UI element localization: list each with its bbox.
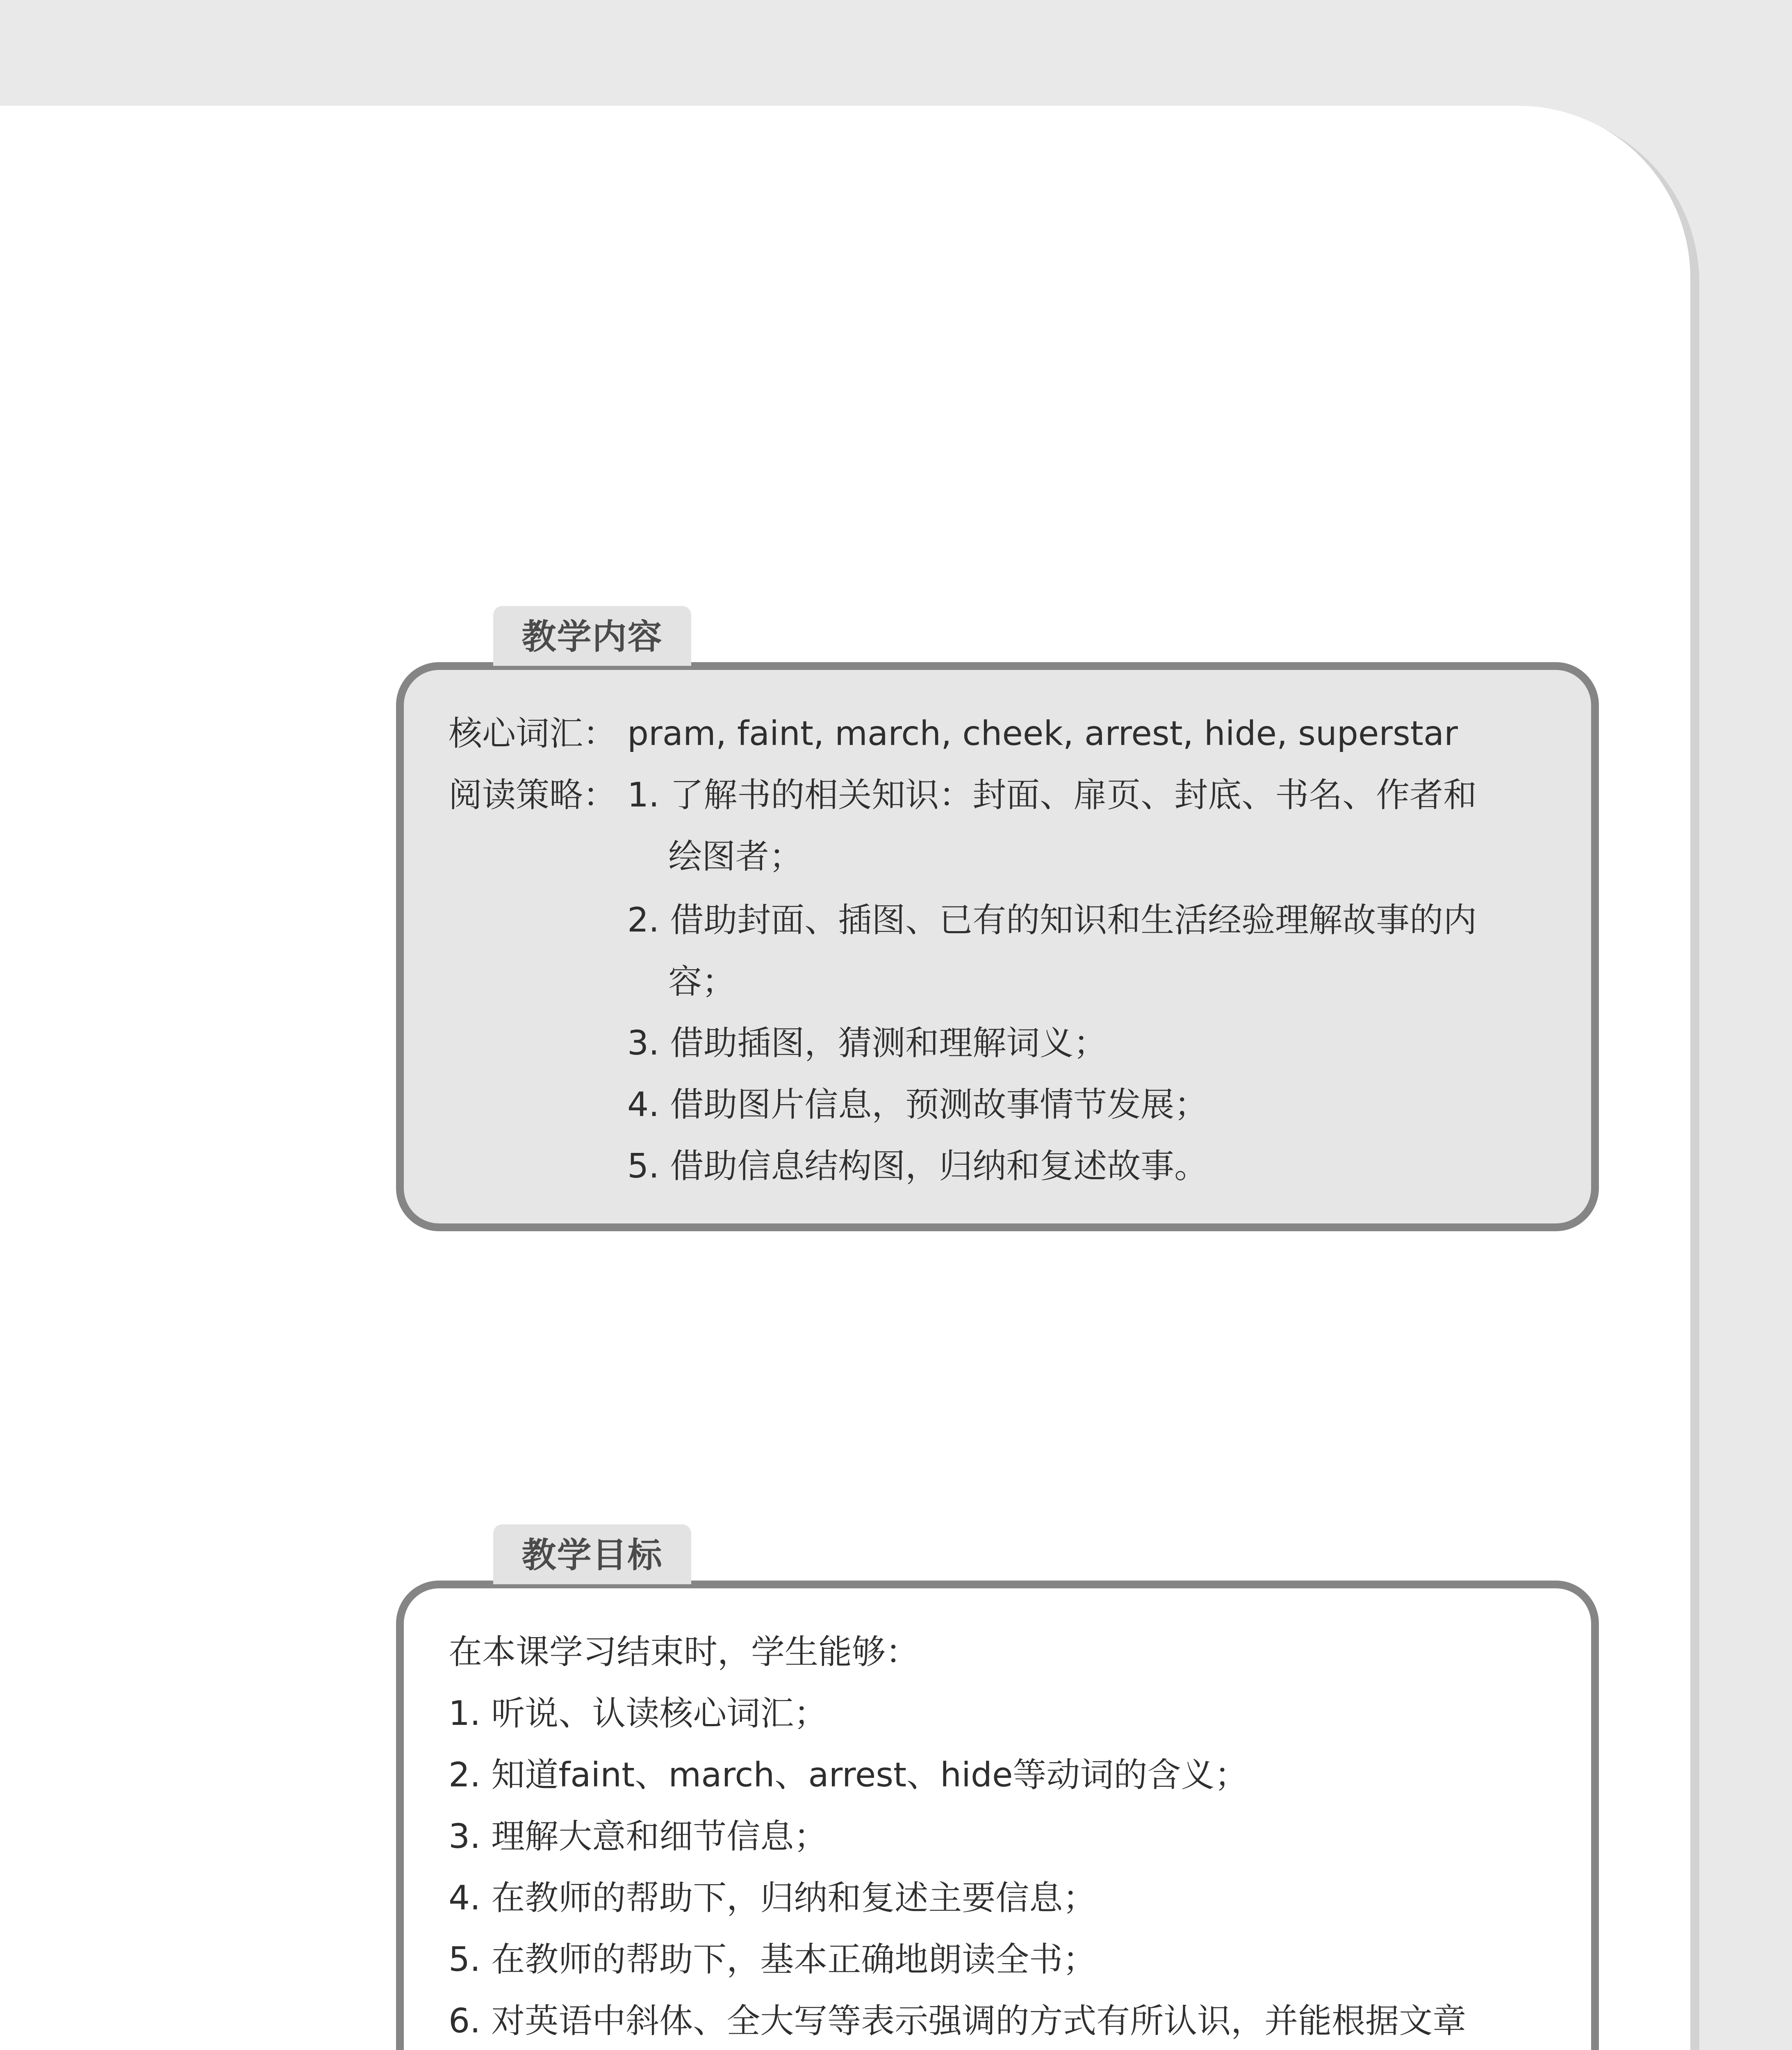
strategy-line: 绘图者； bbox=[668, 837, 803, 876]
strategy-line: 2. 借助封面、插图、已有的知识和生活经验理解故事的内 bbox=[627, 901, 1477, 940]
goal-item: 1. 听说、认读核心词汇； bbox=[449, 1694, 828, 1733]
goal-item: 6. 对英语中斜体、全大写等表示强调的方式有所认识，并能根据文章 bbox=[449, 2002, 1466, 2041]
goal-item: 3. 理解大意和细节信息； bbox=[449, 1817, 828, 1856]
goals-intro: 在本课学习结束时，学生能够： bbox=[449, 1633, 920, 1672]
teaching-content-tab: 教学内容 bbox=[493, 606, 691, 666]
vocab-label: 核心词汇： bbox=[449, 714, 617, 753]
goal-item: 4. 在教师的帮助下，归纳和复述主要信息； bbox=[449, 1879, 1097, 1918]
strategy-line: 4. 借助图片信息，预测故事情节发展； bbox=[627, 1085, 1208, 1124]
strategy-line: 5. 借助信息结构图，归纳和复述故事。 bbox=[627, 1147, 1208, 1186]
teaching-goals-tab: 教学目标 bbox=[493, 1524, 691, 1584]
goal-item: 5. 在教师的帮助下，基本正确地朗读全书； bbox=[449, 1940, 1097, 1979]
strategy-line: 1. 了解书的相关知识：封面、扉页、封底、书名、作者和 bbox=[627, 776, 1477, 815]
strategy-line: 容； bbox=[668, 962, 736, 1001]
vocab-words: pram, faint, march, cheek, arrest, hide, superstar bbox=[627, 714, 1458, 753]
strategy-line: 3. 借助插图，猜测和理解词义； bbox=[627, 1024, 1107, 1063]
goal-item: 2. 知道faint、march、arrest、hide等动词的含义； bbox=[449, 1756, 1248, 1795]
strategy-label: 阅读策略： bbox=[449, 776, 617, 815]
